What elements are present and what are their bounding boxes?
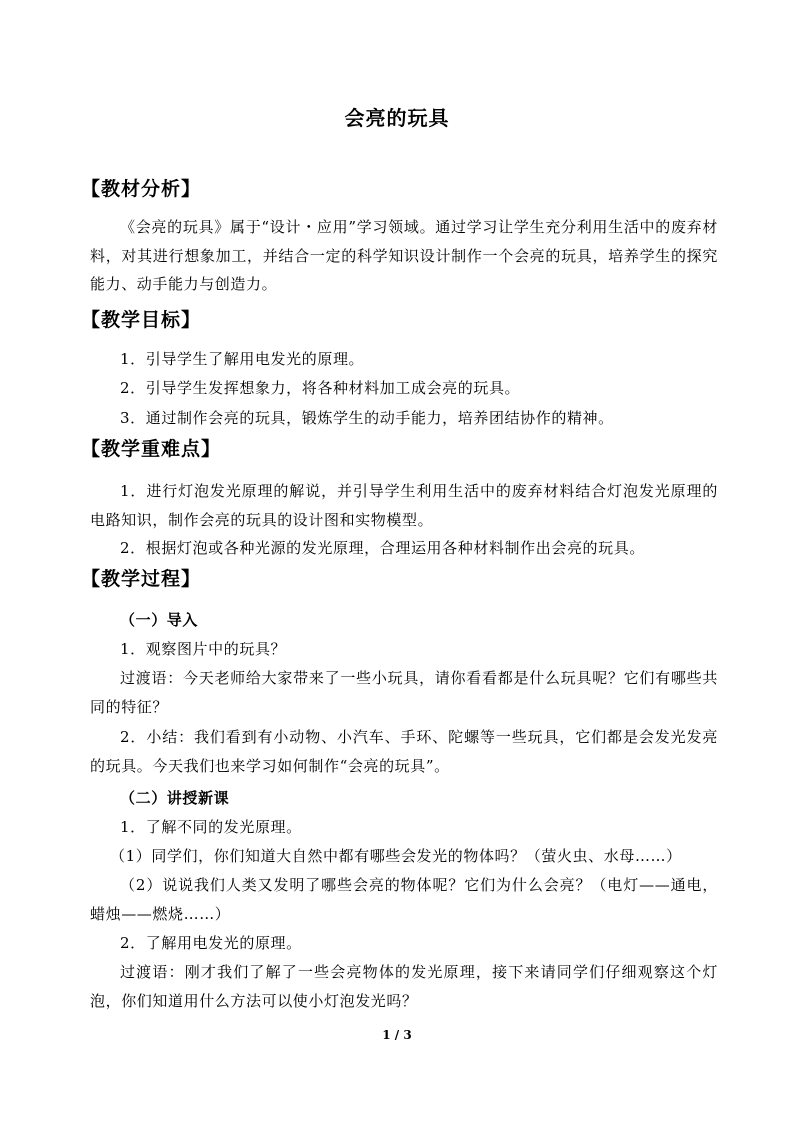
subheading-new-lesson: （二）讲授新课	[120, 789, 230, 807]
lesson-line-1: 1．了解不同的发光原理。	[120, 818, 302, 836]
lesson-para-1: （2）说说我们人类又发明了哪些会亮的物体呢？它们为什么会亮？（电灯——通电，蜡烛——燃烧……）	[90, 876, 718, 923]
page-number: 1 / 3	[382, 1028, 412, 1042]
section-heading-keypoints: 【教学重难点】	[81, 438, 222, 460]
section-heading-analysis: 【教材分析】	[81, 178, 202, 200]
intro-line-1: 1．观察图片中的玩具？	[120, 640, 287, 658]
keypoint-item-2: 2．根据灯泡或各种光源的发光原理，合理运用各种材料制作出会亮的玩具。	[120, 539, 645, 557]
lesson-line-3: 2．了解用电发光的原理。	[120, 934, 302, 952]
analysis-paragraph: 《会亮的玩具》属于“设计・应用”学习领域。通过学习让学生充分利用生活中的废弃材料，对其进行想象加工，并结合一定的科学知识设计制作一个会亮的玩具，培养学生的探究能力、动手能力与创造力。	[90, 218, 718, 293]
goal-item-1: 1．引导学生了解用电发光的原理。	[120, 350, 365, 368]
lesson-line-2: （1）同学们，你们知道大自然中都有哪些会发光的物体吗？（萤火虫、水母……）	[110, 847, 682, 865]
keypoint-item-1: 1．进行灯泡发光原理的解说，并引导学生利用生活中的废弃材料结合灯泡发光原理的电路知识，制作会亮的玩具的设计图和实物模型。	[90, 482, 718, 529]
page-title: 会亮的玩具	[344, 106, 450, 130]
intro-summary: 2．小结：我们看到有小动物、小汽车、手环、陀螺等一些玩具，它们都是会发光发亮的玩具。今天我们也来学习如何制作“会亮的玩具”。	[90, 728, 718, 775]
intro-transition: 过渡语：今天老师给大家带来了一些小玩具，请你看看都是什么玩具呢？它们有哪些共同的特征？	[90, 669, 718, 716]
goal-item-2: 2．引导学生发挥想象力，将各种材料加工成会亮的玩具。	[120, 379, 521, 397]
section-heading-goals: 【教学目标】	[81, 309, 202, 331]
lesson-para-2: 过渡语：刚才我们了解了一些会亮物体的发光原理，接下来请同学们仔细观察这个灯泡，你们知道用什么方法可以使小灯泡发光吗？	[90, 963, 718, 1010]
section-heading-process: 【教学过程】	[81, 568, 202, 590]
subheading-intro: （一）导入	[120, 611, 199, 629]
goal-item-3: 3．通过制作会亮的玩具，锻炼学生的动手能力，培养团结协作的精神。	[120, 409, 614, 427]
